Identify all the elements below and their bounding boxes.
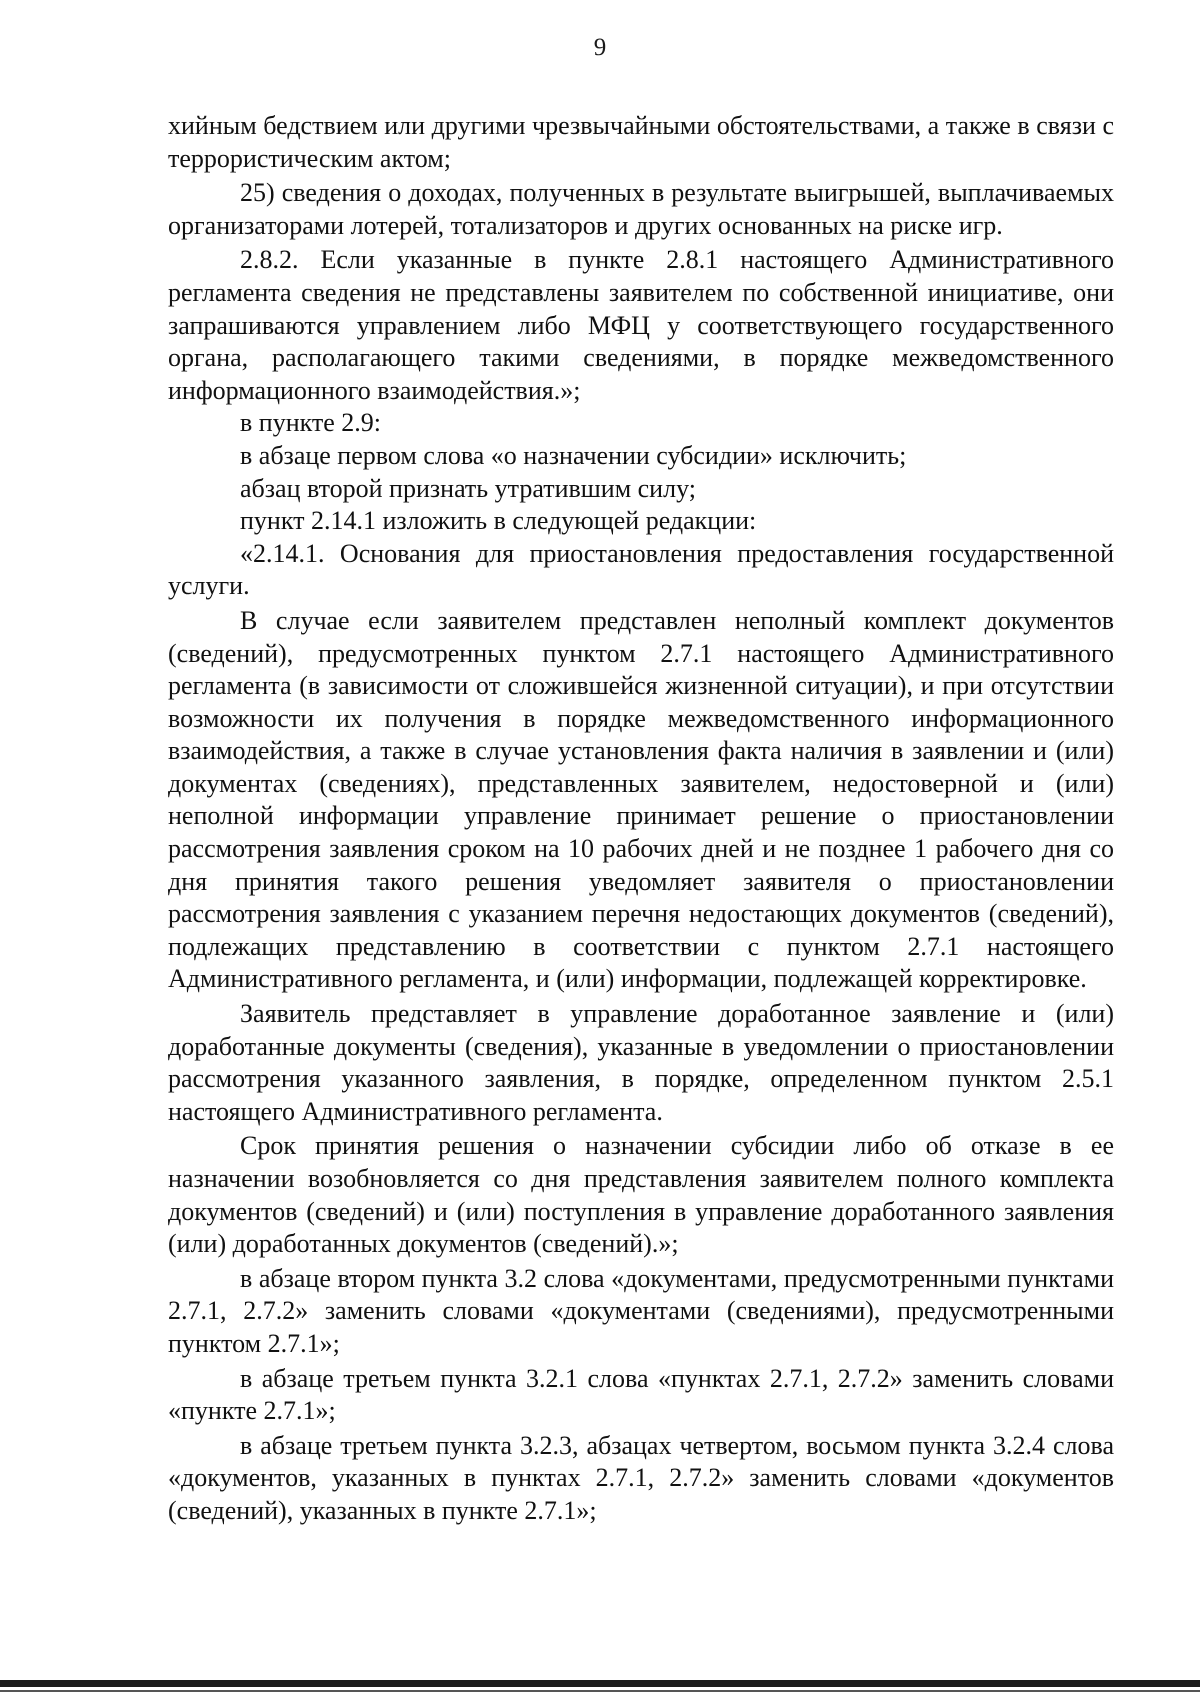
paragraph-continuation: хийным бедствием или другими чрезвычайными обстоятельствами, а также в связи с террористическим актом; [168, 111, 1114, 173]
paragraph-first-abzac: в абзаце первом слова «о назначении субсидии» исключить; [240, 440, 907, 470]
paragraph-point-2-14-1: пункт 2.14.1 изложить в следующей редакции: [240, 506, 757, 536]
document-body [168, 110, 1114, 1528]
paragraph-applicant-submits: Заявитель представляет в управление доработанное заявление и (или) доработанные документы (сведения), указанные в уведомлении о приостановлении рассмотрения указанного заявления, в порядке, определенном пунктом 2.5.1 настоящего Административного регламента. [168, 999, 1114, 1126]
paragraph-item-25: 25) сведения о доходах, полученных в результате выигрышей, выплачиваемых организаторами лотерей, тотализаторов и других основанных на риске игр. [168, 178, 1114, 240]
paragraph-2-14-1-title: «2.14.1. Основания для приостановления предоставления государственной услуги. [168, 538, 1114, 601]
paragraph-decision-term: Срок принятия решения о назначении субсидии либо об отказе в ее назначении возобновляется со дня представления заявителем полного комплекта документов (сведений) и (или) поступления в управление доработанного заявления (или) доработанных документов (сведений).»; [168, 1131, 1114, 1259]
paragraph-point-3-2: в абзаце втором пункта 3.2 слова «документами, предусмотренными пунктами 2.7.1, 2.7.2» заменить словами «документами (сведениями), предусмотренными пунктом 2.7.1»; [168, 1263, 1114, 1358]
scan-edge-line [0, 1690, 1200, 1692]
paragraph-point-3-2-3: в абзаце третьем пункта 3.2.3, абзацах четвертом, восьмом пункта 3.2.4 слова «документов, указанных в пунктах 2.7.1, 2.7.2» заменить словами «документов (сведений), указанных в пункте 2.7.1»; [168, 1430, 1114, 1525]
scan-edge-bar [0, 1680, 1200, 1687]
paragraph-2-8-2: 2.8.2. Если указанные в пункте 2.8.1 настоящего Административного регламента сведения не представлены заявителем по собственной инициативе, они запрашиваются управлением либо МФЦ у соответствующего государственного органа, располагающего такими сведениями, в порядке межведомственного информационного взаимодействия.»; [168, 245, 1114, 405]
paragraph-point-3-2-1: в абзаце третьем пункта 3.2.1 слова «пунктах 2.7.1, 2.7.2» заменить словами «пункте 2.7.1»; [168, 1363, 1114, 1426]
page-number: 9 [593, 34, 607, 61]
paragraph-point-2-9: в пункте 2.9: [240, 408, 382, 438]
paragraph-incomplete-documents: В случае если заявителем представлен неполный комплект документов (сведений), предусмотренных пунктом 2.7.1 настоящего Административного регламента (в зависимости от сложившейся жизненной ситуации), и при отсутствии возможности их получения в порядке межведомственного информационного взаимодействия, а также в случае установления факта наличия в заявлении и (или) документах (сведениях), представленных заявителем, недостоверной и (или) неполной информации управление принимает решение о приостановлении рассмотрения заявления сроком на 10 рабочих дней и не позднее 1 рабочего дня со дня принятия такого решения уведомляет заявителя о приостановлении рассмотрения заявления с указанием перечня недостающих документов (сведений), подлежащих представлению в соответствии с пунктом 2.7.1 настоящего Административного регламента, и (или) информации, подлежащей корректировке. [168, 605, 1114, 994]
paragraph-second-abzac: абзац второй признать утратившим силу; [240, 473, 696, 503]
